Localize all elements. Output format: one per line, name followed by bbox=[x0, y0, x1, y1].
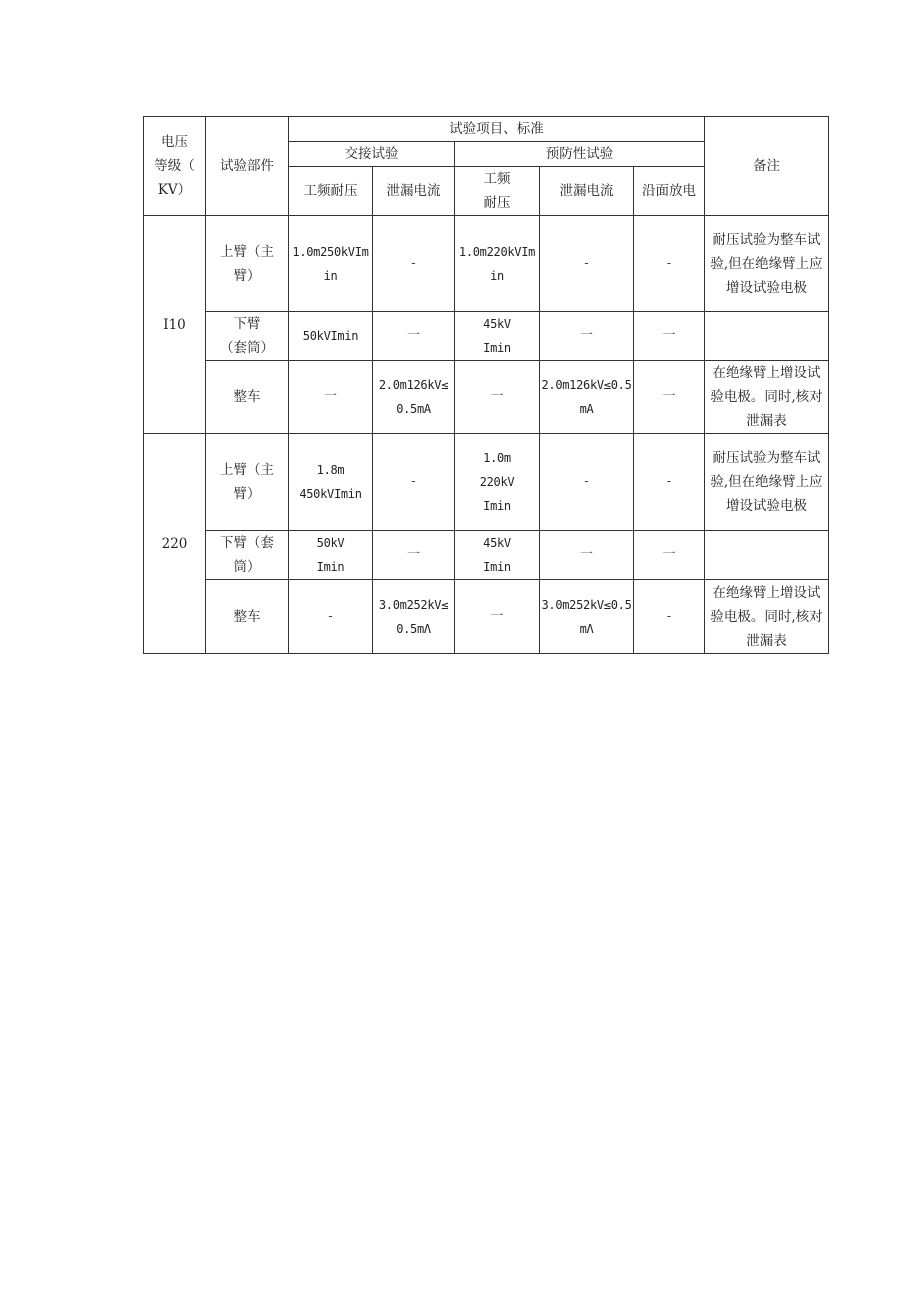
header-voltage-text-2: 等级（ bbox=[154, 158, 195, 174]
handover-leakage-cell: 一 bbox=[373, 531, 455, 580]
preventive-withstand-cell bbox=[455, 531, 540, 580]
remark-cell: 在绝缘臂上增设试验电极。同时,核对泄漏表 bbox=[705, 580, 829, 654]
header-test-part: 试验部件 bbox=[206, 117, 289, 216]
header-preventive-withstand bbox=[455, 167, 540, 216]
value-line: 450kVImin bbox=[299, 487, 362, 501]
value-line: 45kV bbox=[483, 317, 511, 331]
handover-leakage-cell: - bbox=[373, 216, 455, 312]
table-row bbox=[144, 580, 829, 654]
preventive-leakage-cell: 3.0m252kV≤0.5mΛ bbox=[540, 580, 634, 654]
preventive-leakage-cell: - bbox=[540, 434, 634, 531]
voltage-cell: 220 bbox=[144, 434, 206, 654]
remark-cell: 在绝缘臂上增设试验电极。同时,核对泄漏表 bbox=[705, 361, 829, 434]
part-cell bbox=[206, 531, 289, 580]
handover-leakage-cell: 一 bbox=[373, 312, 455, 361]
part-cell: 整车 bbox=[206, 580, 289, 654]
handover-leakage-cell: - bbox=[373, 434, 455, 531]
value-line: 1.0m bbox=[483, 451, 511, 465]
remark-cell bbox=[705, 312, 829, 361]
part-line: 臂） bbox=[233, 267, 261, 284]
preventive-leakage-cell: 一 bbox=[540, 312, 634, 361]
handover-withstand-cell: 50kVImin bbox=[289, 312, 373, 361]
part-line: 上臂（主 bbox=[220, 243, 274, 260]
value-line: 1.8m bbox=[316, 463, 345, 477]
value-line: 220kV bbox=[479, 475, 515, 489]
voltage-cell: I10 bbox=[144, 216, 206, 434]
preventive-flashover-cell: - bbox=[634, 580, 705, 654]
part-cell bbox=[206, 216, 289, 312]
handover-withstand-cell: - bbox=[289, 580, 373, 654]
handover-leakage-cell: 3.0m252kV≤0.5mΛ bbox=[373, 580, 455, 654]
preventive-flashover-cell: 一 bbox=[634, 312, 705, 361]
preventive-withstand-cell bbox=[455, 312, 540, 361]
preventive-flashover-cell: 一 bbox=[634, 361, 705, 434]
test-standards-table bbox=[143, 116, 829, 654]
preventive-withstand-cell bbox=[455, 434, 540, 531]
header-preventive-test: 预防性试验 bbox=[455, 142, 705, 167]
part-line: 下臂（套 bbox=[220, 535, 274, 551]
handover-withstand-cell bbox=[289, 434, 373, 531]
part-line: （套筒） bbox=[220, 340, 274, 356]
part-cell: 整车 bbox=[206, 361, 289, 434]
header-voltage-level bbox=[144, 117, 206, 216]
part-cell bbox=[206, 434, 289, 531]
header-preventive-withstand-line1: 工频 bbox=[483, 171, 511, 187]
header-test-items: 试验项目、标准 bbox=[289, 117, 705, 142]
remark-cell: 耐压试验为整车试验,但在绝缘臂上应增设试验电极 bbox=[705, 434, 829, 531]
preventive-withstand-cell: 一 bbox=[455, 361, 540, 434]
part-line: 筒） bbox=[233, 559, 261, 575]
header-handover-test: 交接试验 bbox=[289, 142, 455, 167]
preventive-withstand-cell: 一 bbox=[455, 580, 540, 654]
header-preventive-flashover: 沿面放电 bbox=[634, 167, 705, 216]
value-line: Imin bbox=[316, 560, 345, 574]
value-line: 45kV bbox=[483, 536, 511, 550]
remark-cell: 耐压试验为整车试验,但在绝缘臂上应增设试验电极 bbox=[705, 216, 829, 312]
header-remark: 备注 bbox=[705, 117, 829, 216]
header-voltage-text-3: KV） bbox=[157, 182, 192, 198]
table-row bbox=[144, 434, 829, 531]
preventive-flashover-cell: - bbox=[634, 216, 705, 312]
preventive-leakage-cell: - bbox=[540, 216, 634, 312]
handover-withstand-cell: 一 bbox=[289, 361, 373, 434]
table-row bbox=[144, 312, 829, 361]
table-row bbox=[144, 361, 829, 434]
header-handover-withstand: 工频耐压 bbox=[289, 167, 373, 216]
value-line: Imin bbox=[483, 499, 511, 513]
preventive-leakage-cell: 一 bbox=[540, 531, 634, 580]
table-row bbox=[144, 531, 829, 580]
part-line: 下臂 bbox=[233, 316, 261, 332]
part-line: 臂） bbox=[233, 486, 261, 502]
part-line: 上臂（主 bbox=[220, 462, 274, 478]
preventive-flashover-cell: 一 bbox=[634, 531, 705, 580]
header-voltage-text-1: 电压 bbox=[161, 134, 188, 150]
value-line: Imin bbox=[483, 560, 511, 574]
preventive-flashover-cell: - bbox=[634, 434, 705, 531]
handover-leakage-cell: 2.0m126kV≤0.5mA bbox=[373, 361, 455, 434]
value-line: Imin bbox=[483, 341, 511, 355]
header-handover-leakage: 泄漏电流 bbox=[373, 167, 455, 216]
handover-withstand-cell bbox=[289, 531, 373, 580]
header-preventive-leakage: 泄漏电流 bbox=[540, 167, 634, 216]
header-preventive-withstand-line2: 耐压 bbox=[483, 195, 511, 211]
value-line: 50kV bbox=[316, 536, 345, 550]
preventive-leakage-cell: 2.0m126kV≤0.5mA bbox=[540, 361, 634, 434]
handover-withstand-cell: 1.0m250kVImin bbox=[289, 216, 373, 312]
part-cell bbox=[206, 312, 289, 361]
preventive-withstand-cell: 1.0m220kVImin bbox=[455, 216, 540, 312]
remark-cell bbox=[705, 531, 829, 580]
table-row bbox=[144, 216, 829, 312]
